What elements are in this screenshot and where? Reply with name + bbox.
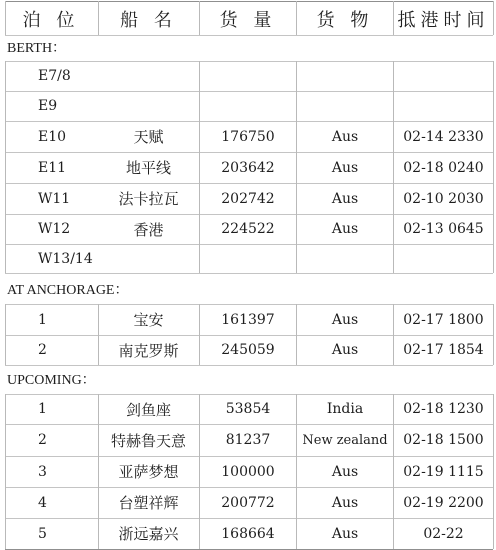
cell-volume: 168664 <box>221 525 275 542</box>
cell-volume <box>200 91 296 121</box>
cell-ship: 地平线 <box>125 159 171 177</box>
column-rule <box>393 304 394 365</box>
table-rule <box>5 1 493 2</box>
column-rule <box>199 304 200 365</box>
cell-eta: 02-18 1230 <box>403 401 484 417</box>
table-rule <box>5 61 493 62</box>
cell-volume: 245059 <box>221 342 275 358</box>
cell-index: 2 <box>38 432 47 448</box>
cell-eta: 02-19 2200 <box>403 494 484 511</box>
cell-cargo <box>297 61 393 91</box>
table-header <box>0 2 496 35</box>
table-rule <box>5 35 493 36</box>
cell-index: 1 <box>38 401 47 417</box>
cell-volume <box>200 244 296 273</box>
cell-volume: 100000 <box>221 463 275 480</box>
column-rule <box>393 1 394 35</box>
cell-cargo: New zealand <box>302 432 388 448</box>
cell-ship <box>98 244 199 273</box>
header-cargo: 货 物 <box>316 9 374 31</box>
table-rule <box>5 456 493 457</box>
cell-cargo: Aus <box>331 221 359 237</box>
column-rule <box>493 61 494 273</box>
table-rule <box>5 152 493 153</box>
cell-index: 1 <box>38 311 47 328</box>
cell-volume: 203642 <box>221 159 275 176</box>
header-berth: 泊 位 <box>22 9 80 31</box>
cell-index: 3 <box>38 463 47 480</box>
cell-ship: 浙远嘉兴 <box>118 525 179 543</box>
cell-volume: 53854 <box>225 401 271 417</box>
table-rule <box>5 304 493 305</box>
table-row <box>0 304 496 335</box>
cell-eta <box>394 244 493 273</box>
cell-eta <box>394 61 493 91</box>
column-rule <box>296 61 297 273</box>
cell-berth: E11 <box>38 159 67 176</box>
section-label-anchorage: AT ANCHORAGE： <box>7 283 129 298</box>
section-label-berth: BERTH： <box>7 41 67 56</box>
table-row <box>0 487 496 518</box>
table-row <box>0 61 496 91</box>
cell-berth: W12 <box>38 221 71 237</box>
cell-ship <box>98 91 199 121</box>
table-row <box>0 518 496 549</box>
cell-berth: W13/14 <box>38 250 93 267</box>
cell-cargo: Aus <box>331 463 359 480</box>
header-volume: 货 量 <box>219 9 277 31</box>
cell-eta: 02-17 1854 <box>403 342 484 358</box>
cell-ship: 宝安 <box>133 311 164 329</box>
cell-eta: 02-19 1115 <box>403 463 484 480</box>
column-rule <box>199 61 200 273</box>
cell-cargo: Aus <box>331 311 359 328</box>
cell-cargo: Aus <box>331 525 359 542</box>
cell-index: 5 <box>38 525 47 542</box>
table-rule <box>5 487 493 488</box>
table-rule <box>5 394 493 395</box>
cell-ship: 亚萨梦想 <box>118 463 179 481</box>
column-rule <box>393 394 394 549</box>
column-rule <box>98 394 99 549</box>
column-rule <box>296 394 297 549</box>
column-rule <box>393 61 394 273</box>
table-row <box>0 183 496 214</box>
column-rule <box>98 304 99 365</box>
cell-cargo: Aus <box>331 494 359 511</box>
cell-cargo <box>297 244 393 273</box>
cell-ship: 剑鱼座 <box>125 400 171 419</box>
table-rule <box>5 244 493 245</box>
cell-berth: E10 <box>38 128 67 145</box>
cell-volume: 202742 <box>221 190 275 207</box>
table-rule <box>5 335 493 336</box>
cell-eta: 02-22 <box>423 525 464 542</box>
cell-eta: 02-17 1800 <box>403 311 484 328</box>
cell-cargo: Aus <box>331 342 359 358</box>
column-rule <box>493 304 494 365</box>
table-row <box>0 244 496 273</box>
header-eta: 抵港时间 <box>397 9 490 31</box>
cell-volume: 161397 <box>221 311 275 328</box>
table-rule <box>5 518 493 519</box>
table-rule <box>5 183 493 184</box>
table-rule <box>5 214 493 215</box>
cell-eta <box>394 91 493 121</box>
cell-index: 2 <box>38 342 47 358</box>
table-row <box>0 121 496 152</box>
section-label-upcoming: UPCOMING： <box>7 373 96 388</box>
cell-eta: 02-18 0240 <box>403 159 484 176</box>
cell-ship: 特赫鲁天意 <box>110 431 186 450</box>
column-rule <box>296 304 297 365</box>
column-rule <box>98 1 99 35</box>
cell-eta: 02-13 0645 <box>403 221 484 237</box>
cell-cargo <box>297 91 393 121</box>
cell-cargo: Aus <box>331 159 359 176</box>
table-rule <box>5 91 493 92</box>
cell-volume: 81237 <box>225 432 271 448</box>
cell-berth: W11 <box>38 190 71 207</box>
cell-ship: 南克罗斯 <box>118 341 179 360</box>
cell-ship: 香港 <box>133 220 164 239</box>
cell-volume: 224522 <box>221 221 275 237</box>
table-rule <box>5 273 493 274</box>
column-rule <box>296 1 297 35</box>
table-row <box>0 214 496 244</box>
table-row <box>0 424 496 456</box>
column-rule <box>493 1 494 35</box>
cell-ship <box>98 61 199 91</box>
table-rule <box>5 424 493 425</box>
header-ship-name: 船 名 <box>120 9 177 31</box>
table-rule <box>5 121 493 122</box>
cell-index: 4 <box>38 494 47 511</box>
cell-berth: E7/8 <box>38 68 71 84</box>
cell-volume: 200772 <box>221 494 275 511</box>
table-row <box>0 152 496 183</box>
cell-cargo: Aus <box>331 190 359 207</box>
column-rule <box>5 1 6 35</box>
table-row <box>0 91 496 121</box>
table-row <box>0 335 496 365</box>
table-row <box>0 456 496 487</box>
cell-berth: E9 <box>38 98 58 114</box>
cell-volume <box>200 61 296 91</box>
table-row <box>0 394 496 424</box>
cell-volume: 176750 <box>221 128 275 145</box>
cell-eta: 02-14 2330 <box>403 128 484 145</box>
column-rule <box>5 61 6 273</box>
table-rule <box>5 365 493 366</box>
cell-eta: 02-10 2030 <box>403 190 484 207</box>
cell-ship: 法卡拉瓦 <box>118 190 179 208</box>
column-rule <box>199 1 200 35</box>
column-rule <box>199 394 200 549</box>
cell-ship: 台塑祥辉 <box>118 494 179 512</box>
cell-cargo: India <box>326 401 364 417</box>
cell-cargo: Aus <box>331 128 359 145</box>
column-rule <box>5 304 6 365</box>
cell-ship: 天赋 <box>133 128 164 146</box>
column-rule <box>493 394 494 549</box>
column-rule <box>5 394 6 549</box>
cell-eta: 02-18 1500 <box>403 432 484 448</box>
